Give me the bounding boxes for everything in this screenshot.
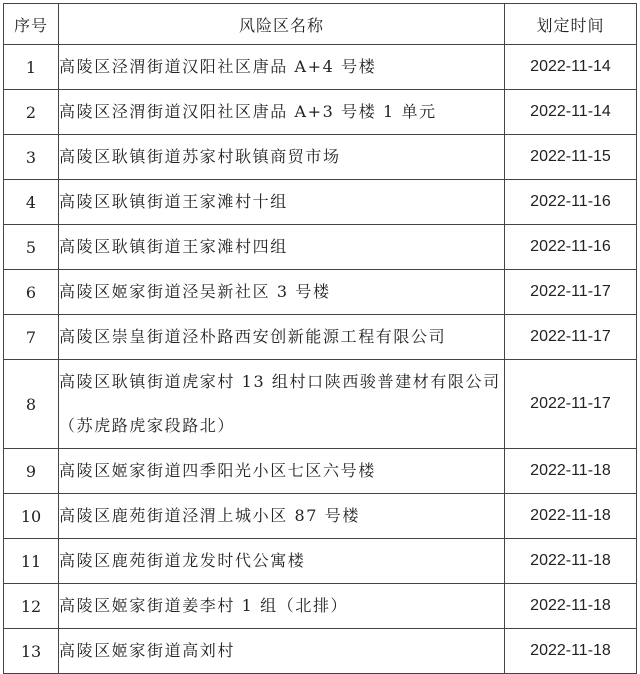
header-designation-date: 划定时间 — [505, 4, 637, 45]
table-row — [4, 494, 637, 539]
row-risk-area-name: 高陵区耿镇街道苏家村耿镇商贸市场 — [59, 135, 505, 180]
table-row — [4, 225, 637, 270]
row-risk-area-name: 高陵区姬家街道四季阳光小区七区六号楼 — [59, 449, 505, 494]
row-designation-date: 2022-11-17 — [505, 360, 637, 449]
row-serial-number: 5 — [4, 225, 59, 270]
header-serial-number: 序号 — [4, 4, 59, 45]
table-row — [4, 135, 637, 180]
table-row — [4, 180, 637, 225]
row-designation-date: 2022-11-16 — [505, 225, 637, 270]
row-designation-date: 2022-11-18 — [505, 584, 637, 629]
header-risk-area-name: 风险区名称 — [59, 4, 505, 45]
row-risk-area-name: 高陵区鹿苑街道泾渭上城小区 87 号楼 — [59, 494, 505, 539]
table-row — [4, 539, 637, 584]
row-serial-number: 4 — [4, 180, 59, 225]
row-designation-date: 2022-11-17 — [505, 270, 637, 315]
row-serial-number: 13 — [4, 629, 59, 674]
row-designation-date: 2022-11-18 — [505, 494, 637, 539]
table-header-row — [4, 4, 637, 45]
row-designation-date: 2022-11-17 — [505, 315, 637, 360]
row-serial-number: 2 — [4, 90, 59, 135]
row-risk-area-name: 高陵区耿镇街道虎家村 13 组村口陕西骏普建材有限公司（苏虎路虎家段路北） — [59, 360, 505, 449]
row-serial-number: 1 — [4, 45, 59, 90]
risk-area-table — [3, 3, 637, 674]
table-row — [4, 584, 637, 629]
row-designation-date: 2022-11-14 — [505, 90, 637, 135]
table-row — [4, 360, 637, 449]
table-row — [4, 315, 637, 360]
row-designation-date: 2022-11-18 — [505, 449, 637, 494]
row-designation-date: 2022-11-18 — [505, 539, 637, 584]
row-serial-number: 11 — [4, 539, 59, 584]
row-risk-area-name: 高陵区耿镇街道王家滩村十组 — [59, 180, 505, 225]
table-row — [4, 270, 637, 315]
row-serial-number: 3 — [4, 135, 59, 180]
table-row — [4, 449, 637, 494]
row-serial-number: 12 — [4, 584, 59, 629]
row-risk-area-name: 高陵区泾渭街道汉阳社区唐品 A+4 号楼 — [59, 45, 505, 90]
row-risk-area-name: 高陵区鹿苑街道龙发时代公寓楼 — [59, 539, 505, 584]
row-risk-area-name: 高陵区崇皇街道泾朴路西安创新能源工程有限公司 — [59, 315, 505, 360]
row-serial-number: 7 — [4, 315, 59, 360]
table-row — [4, 629, 637, 674]
table-row — [4, 45, 637, 90]
row-risk-area-name: 高陵区耿镇街道王家滩村四组 — [59, 225, 505, 270]
row-designation-date: 2022-11-18 — [505, 629, 637, 674]
table-row — [4, 90, 637, 135]
row-serial-number: 6 — [4, 270, 59, 315]
row-risk-area-name: 高陵区姬家街道姜李村 1 组（北排） — [59, 584, 505, 629]
row-designation-date: 2022-11-15 — [505, 135, 637, 180]
row-risk-area-name: 高陵区姬家街道高刘村 — [59, 629, 505, 674]
row-designation-date: 2022-11-14 — [505, 45, 637, 90]
table-body — [4, 45, 637, 674]
row-risk-area-name: 高陵区姬家街道泾吴新社区 3 号楼 — [59, 270, 505, 315]
row-designation-date: 2022-11-16 — [505, 180, 637, 225]
row-serial-number: 8 — [4, 360, 59, 449]
row-serial-number: 10 — [4, 494, 59, 539]
row-serial-number: 9 — [4, 449, 59, 494]
row-risk-area-name: 高陵区泾渭街道汉阳社区唐品 A+3 号楼 1 单元 — [59, 90, 505, 135]
